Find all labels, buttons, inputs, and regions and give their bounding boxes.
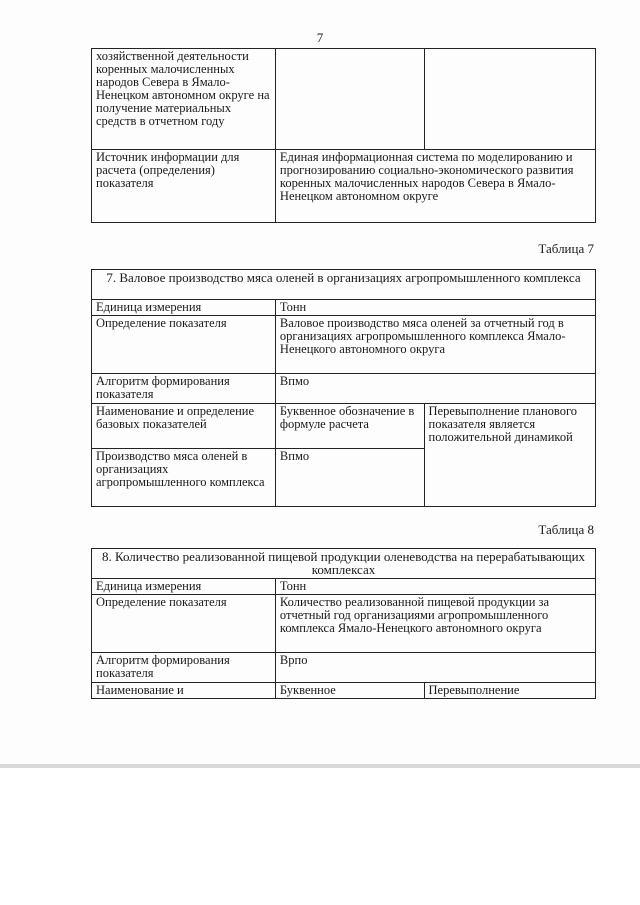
base-indicator-name: Производство мяса оленей в организациях агропромышленного комплекса xyxy=(92,449,276,507)
unit-value: Тонн xyxy=(275,300,595,316)
definition-label: Определение показателя xyxy=(92,316,276,374)
table-8-caption: Таблица 8 xyxy=(538,522,594,537)
row-label: хозяйственной деятельности коренных малочисленных народов Севера в Ямало-Ненецком автономном округе на получение материальных средств в отчетном году xyxy=(92,49,276,150)
source-value: Единая информационная система по моделированию и прогнозированию социально-экономического развития коренных малочисленных народов Севера в Ямало-Ненецком автономном округе xyxy=(275,150,595,223)
table-8-title: 8. Количество реализованной пищевой продукции оленеводства на перерабатывающих комплексах xyxy=(92,549,596,579)
base-indicators-label: Наименование и определение базовых показателей xyxy=(92,404,276,449)
indicator-table-6-continued xyxy=(91,48,596,223)
table-7-caption: Таблица 7 xyxy=(538,241,594,256)
overfulfillment-note: Перевыполнение планового показателя является положительной динамикой xyxy=(424,404,595,507)
algorithm-label: Алгоритм формирования показателя xyxy=(92,653,276,683)
algorithm-value: Впмо xyxy=(275,374,595,404)
indicator-table-7 xyxy=(91,269,596,507)
overfulfillment-note: Перевыполнение xyxy=(424,683,595,699)
empty-cell xyxy=(275,49,424,150)
table-7-title: 7. Валовое производство мяса оленей в организациях агропромышленного комплекса xyxy=(92,270,596,300)
algorithm-label: Алгоритм формирования показателя xyxy=(92,374,276,404)
empty-cell xyxy=(424,49,595,150)
unit-label: Единица измерения xyxy=(92,579,276,595)
unit-label: Единица измерения xyxy=(92,300,276,316)
definition-value: Количество реализованной пищевой продукции за отчетный год организациями агропромышленного комплекса Ямало-Ненецкого автономного округа xyxy=(275,595,595,653)
source-label: Источник информации для расчета (определения) показателя xyxy=(92,150,276,223)
algorithm-value: Врпо xyxy=(275,653,595,683)
page-edge xyxy=(0,764,640,768)
letter-notation-label: Буквенное xyxy=(275,683,424,699)
base-indicator-letter: Впмо xyxy=(275,449,424,507)
letter-notation-label: Буквенное обозначение в формуле расчета xyxy=(275,404,424,449)
base-indicators-label: Наименование и xyxy=(92,683,276,699)
definition-value: Валовое производство мяса оленей за отчетный год в организациях агропромышленного комплекса Ямало-Ненецкого автономного округа xyxy=(275,316,595,374)
definition-label: Определение показателя xyxy=(92,595,276,653)
page-number: 7 xyxy=(316,30,324,45)
indicator-table-8 xyxy=(91,548,596,699)
unit-value: Тонн xyxy=(275,579,595,595)
